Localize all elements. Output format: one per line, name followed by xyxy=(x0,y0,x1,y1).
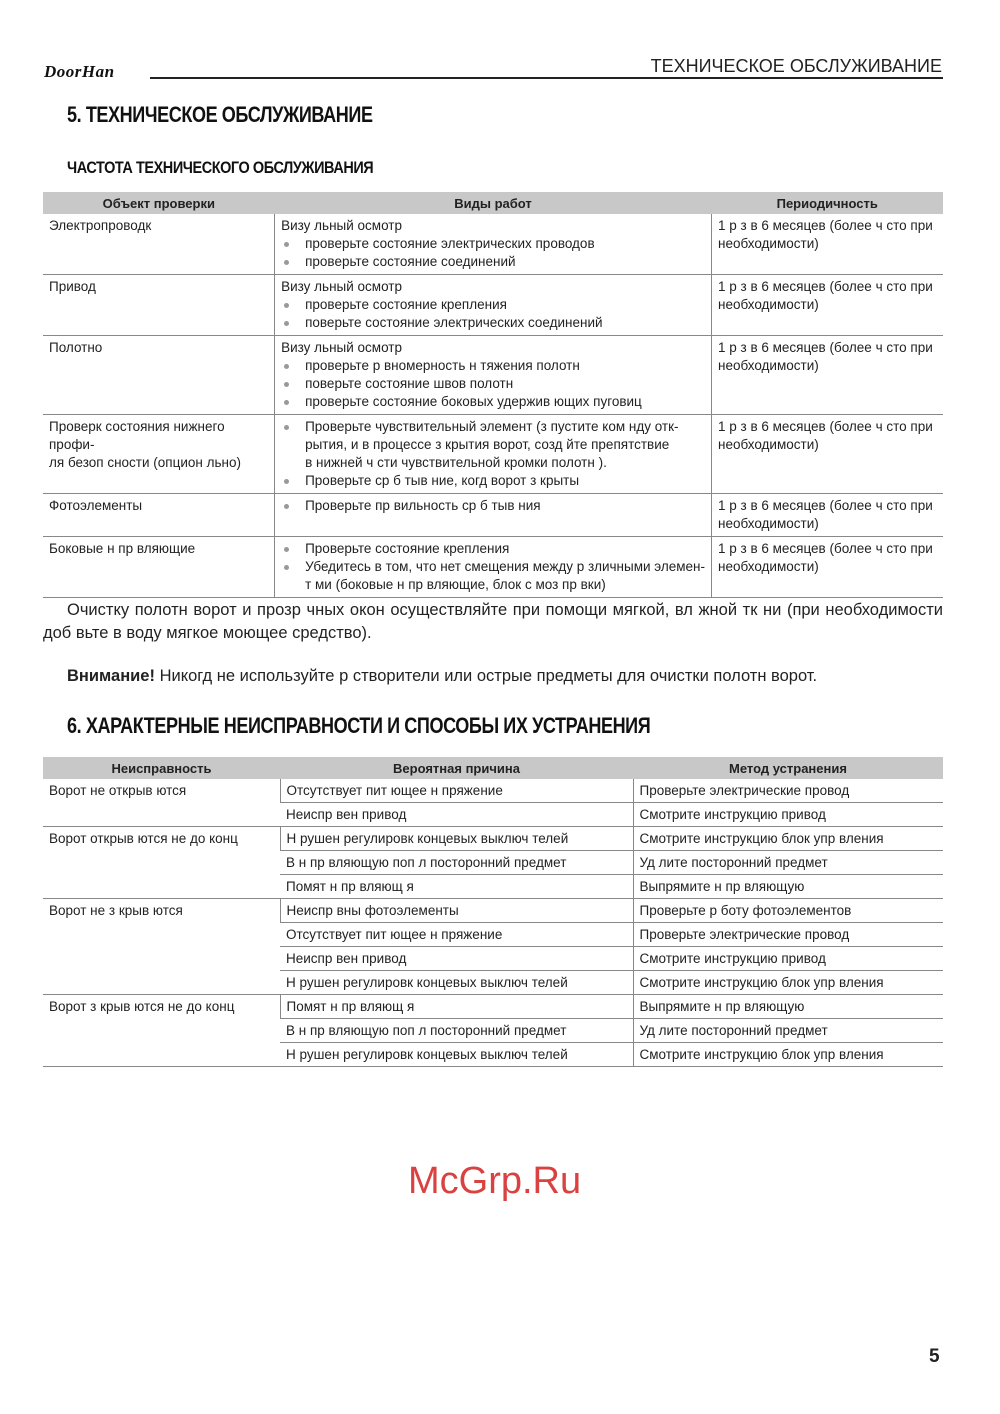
work-cell xyxy=(275,275,712,336)
work-item: Проверьте пр вильность ср б тыв ния xyxy=(281,497,705,515)
cause-cell: Неиспр вен привод xyxy=(280,803,633,827)
table-row xyxy=(43,415,943,494)
object-cell: Электропроводк xyxy=(43,214,275,275)
fix-cell: Смотрите инструкцию блок упр вления xyxy=(633,827,943,851)
period-cell: 1 р з в 6 месяцев (более ч сто при необходимости) xyxy=(711,214,943,275)
fix-cell: Смотрите инструкцию блок упр вления xyxy=(633,971,943,995)
work-list xyxy=(281,497,705,515)
work-intro: Визу льный осмотр xyxy=(281,279,402,294)
page-number: 5 xyxy=(929,1346,940,1367)
fix-cell: Проверьте электрические провод xyxy=(633,923,943,947)
cause-cell: Отсутствует пит ющее н пряжение xyxy=(280,779,633,803)
column-header: Неисправность xyxy=(43,757,280,779)
column-header: Периодичность xyxy=(711,192,943,214)
period-cell: 1 р з в 6 месяцев (более ч сто при необходимости) xyxy=(711,336,943,415)
cause-cell: Неиспр вны фотоэлементы xyxy=(280,899,633,923)
cause-cell: Отсутствует пит ющее н пряжение xyxy=(280,923,633,947)
work-intro: Визу льный осмотр xyxy=(281,340,402,355)
cause-cell: Помят н пр вляющ я xyxy=(280,875,633,899)
cleaning-paragraph: Очистку полотн ворот и прозр чных окон осуществляйте при помощи мягкой, вл жной тк ни (при необходимости доб вьте в воду мягкое моющее средство). xyxy=(43,601,943,642)
fix-cell: Смотрите инструкцию привод xyxy=(633,947,943,971)
work-list xyxy=(281,296,705,332)
fix-cell: Выпрямите н пр вляющую xyxy=(633,875,943,899)
object-cell: Привод xyxy=(43,275,275,336)
table-row xyxy=(43,899,943,923)
work-intro: Визу льный осмотр xyxy=(281,218,402,233)
period-cell: 1 р з в 6 месяцев (более ч сто при необходимости) xyxy=(711,415,943,494)
doorhan-logo: DoorHan xyxy=(44,62,115,81)
work-cell xyxy=(275,415,712,494)
object-cell: Фотоэлементы xyxy=(43,494,275,537)
column-header: Виды работ xyxy=(275,192,712,214)
work-cell xyxy=(275,494,712,537)
fix-cell: Проверьте р боту фотоэлементов xyxy=(633,899,943,923)
work-item: проверьте состояние соединений xyxy=(281,253,705,271)
watermark: McGrp.Ru xyxy=(408,1160,582,1202)
period-cell: 1 р з в 6 месяцев (более ч сто при необходимости) xyxy=(711,494,943,537)
table-row xyxy=(43,827,943,851)
header-rule xyxy=(150,77,943,79)
table-row xyxy=(43,214,943,275)
period-cell: 1 р з в 6 месяцев (более ч сто при необходимости) xyxy=(711,275,943,336)
object-cell: Боковые н пр вляющие xyxy=(43,537,275,598)
table-row xyxy=(43,779,943,803)
work-item: Проверьте ср б тыв ние, когд ворот з крыты xyxy=(281,472,705,490)
header-title: ТЕХНИЧЕСКОЕ ОБСЛУЖИВАНИЕ xyxy=(650,56,942,76)
maintenance-table xyxy=(43,192,943,598)
table-row xyxy=(43,995,943,1019)
fix-cell: Смотрите инструкцию блок упр вления xyxy=(633,1043,943,1067)
work-cell xyxy=(275,214,712,275)
period-cell: 1 р з в 6 месяцев (более ч сто при необходимости) xyxy=(711,537,943,598)
object-cell: Полотно xyxy=(43,336,275,415)
fault-cell: Ворот не открыв ются xyxy=(43,779,280,827)
work-item: проверьте состояние крепления xyxy=(281,296,705,314)
table-row xyxy=(43,494,943,537)
work-list xyxy=(281,418,705,490)
work-item: Проверьте состояние крепления xyxy=(281,540,705,558)
work-item: поверьте состояние электрических соединений xyxy=(281,314,705,332)
section-6-title: 6. ХАРАКТЕРНЫЕ НЕИСПРАВНОСТИ И СПОСОБЫ ИХ УСТРАНЕНИЯ xyxy=(67,713,651,738)
cause-cell: Н рушен регулировк концевых выключ телей xyxy=(280,971,633,995)
cause-cell: Н рушен регулировк концевых выключ телей xyxy=(280,827,633,851)
cause-cell: Помят н пр вляющ я xyxy=(280,995,633,1019)
work-cell xyxy=(275,336,712,415)
fix-cell: Выпрямите н пр вляющую xyxy=(633,995,943,1019)
fault-cell: Ворот не з крыв ются xyxy=(43,899,280,995)
work-list xyxy=(281,235,705,271)
cause-cell: Н рушен регулировк концевых выключ телей xyxy=(280,1043,633,1067)
fix-cell: Смотрите инструкцию привод xyxy=(633,803,943,827)
work-item: Убедитесь в том, что нет смещения между р зличными элемен- т ми (боковые н пр вляющие, блок с моз пр вки) xyxy=(281,558,705,594)
work-item: проверьте состояние электрических проводов xyxy=(281,235,705,253)
work-cell xyxy=(275,537,712,598)
fault-cell: Ворот открыв ются не до конц xyxy=(43,827,280,899)
warning-text: Никогд не используйте р створители или острые предметы для очистки полотн ворот. xyxy=(154,667,818,685)
fault-cell: Ворот з крыв ются не до конц xyxy=(43,995,280,1067)
object-cell: Проверк состояния нижнего профи- ля безоп сности (опцион льно) xyxy=(43,415,275,494)
troubleshooting-table xyxy=(43,757,943,1067)
table-row xyxy=(43,336,943,415)
work-item: Проверьте чувствительный элемент (з пустите ком нду отк- рытия, и в процессе з крытия ворот, созд йте препятствие в нижней ч сти чувствительной кромки полотн ). xyxy=(281,418,705,472)
column-header: Вероятная причина xyxy=(280,757,633,779)
column-header: Объект проверки xyxy=(43,192,275,214)
fix-cell: Проверьте электрические провод xyxy=(633,779,943,803)
cause-cell: Неиспр вен привод xyxy=(280,947,633,971)
work-item: поверьте состояние швов полотн xyxy=(281,375,705,393)
section-5-title: 5. ТЕХНИЧЕСКОЕ ОБСЛУЖИВАНИЕ xyxy=(67,102,373,127)
fix-cell: Уд лите посторонний предмет xyxy=(633,1019,943,1043)
cause-cell: В н пр вляющую поп л посторонний предмет xyxy=(280,1019,633,1043)
table-row xyxy=(43,275,943,336)
warning-paragraph xyxy=(67,665,817,688)
work-list xyxy=(281,540,705,594)
fix-cell: Уд лите посторонний предмет xyxy=(633,851,943,875)
work-item: проверьте р вномерность н тяжения полотн xyxy=(281,357,705,375)
work-list xyxy=(281,357,705,411)
section-5-subtitle: ЧАСТОТА ТЕХНИЧЕСКОГО ОБСЛУЖИВАНИЯ xyxy=(67,158,374,177)
work-item: проверьте состояние боковых удержив ющих пуговиц xyxy=(281,393,705,411)
cause-cell: В н пр вляющую поп л посторонний предмет xyxy=(280,851,633,875)
table-row xyxy=(43,537,943,598)
column-header: Метод устранения xyxy=(633,757,943,779)
warning-label: Внимание! xyxy=(67,667,155,685)
